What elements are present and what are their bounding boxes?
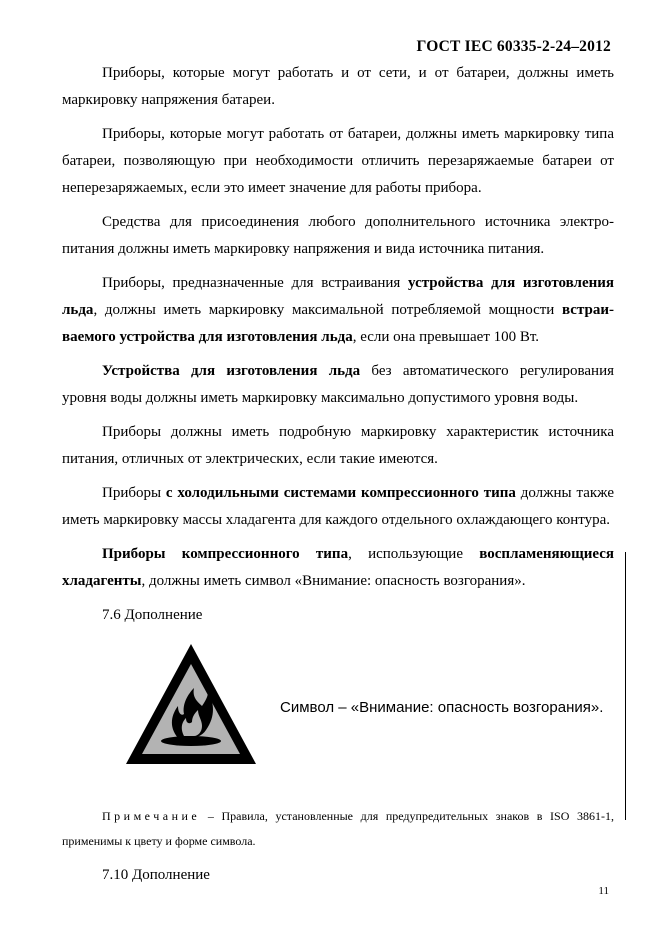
flammable-warning-icon: [122, 640, 260, 768]
p7-text-a: Приборы: [102, 485, 166, 501]
p4-text-b: , должны иметь маркировку максимальной потребляемой мощности: [93, 302, 563, 318]
p4-term-b: встраиваемого устройства для изготовления льда: [62, 302, 614, 345]
p4-text-c: , если она превышает 100 Вт.: [352, 329, 540, 345]
p8-text-b: , должны иметь символ «Внимание: опасность возгорания».: [141, 573, 526, 589]
symbol-caption: Символ – «Внимание: опасность возгорания».: [280, 699, 604, 716]
p8-term-b: воспламеняющиеся хладагенты: [62, 546, 614, 589]
note-text: – Правила, установленные для предупредительных знаков в ISO 3861-1, применимы к цвету и форме символа.: [62, 809, 614, 848]
paragraph-2: Приборы, которые могут работать от батареи, должны иметь маркировку типа батареи, позволяющую при необходимости отличить перезаряжаемые батареи от неперезаряжаемых, если это имеет значение для работы прибора.: [62, 126, 614, 196]
paragraph-7: [62, 480, 614, 534]
symbol-block: [62, 636, 614, 778]
p7-text-b: должны также иметь маркировку массы хладагента для каждого отдельного охлаждающего контура.: [62, 485, 614, 528]
p8-text-a: , использующие: [348, 546, 480, 562]
p4-term-a: устройства для изготовления льда: [62, 275, 614, 318]
paragraph-6: Приборы должны иметь подробную маркировку характеристик источника питания, отличных от электрических, если такие имеются.: [62, 424, 614, 467]
p5-text: без автоматического регулирования уровня воды должны иметь маркировку максимально допустимого уровня воды.: [62, 363, 615, 406]
paragraph-4: [62, 270, 614, 351]
p5-term: Устройства для изготовления льда: [102, 363, 361, 379]
section-7-6-heading: 7.6 Дополнение: [102, 607, 203, 623]
paragraph-8: [62, 541, 614, 595]
main-text: [62, 60, 614, 896]
paragraph-1: Приборы, которые могут работать и от сети, и от батареи, должны иметь маркировку напряжения батареи.: [62, 65, 614, 108]
document-header: ГОСТ IEC 60335-2-24–2012: [416, 38, 611, 55]
note-label: Примечание: [102, 809, 201, 823]
p7-term: с холодильными системами компрессионного типа: [165, 485, 516, 501]
paragraph-5: [62, 358, 614, 412]
change-bar: [625, 552, 626, 820]
section-7-10-heading: 7.10 Дополнение: [102, 867, 210, 883]
p8-term-a: Приборы компрессионного типа: [102, 546, 349, 562]
page-number: 11: [598, 885, 609, 897]
p4-text-a: Приборы, предназначенные для встраивания: [102, 275, 409, 291]
note: [62, 804, 614, 854]
paragraph-3: Средства для присоединения любого дополнительного источника электропитания должны иметь маркировку напряжения и вида источника питания.: [62, 214, 614, 257]
